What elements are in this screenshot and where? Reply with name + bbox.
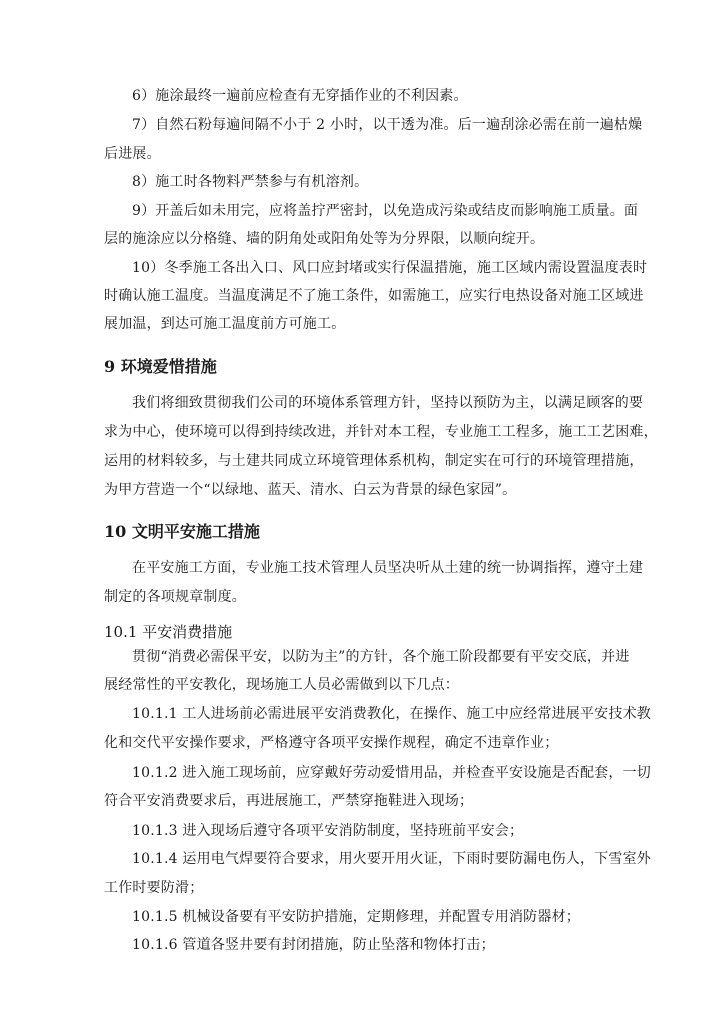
section-10-1-para-line1: 贯彻“消费必需保平安，以防为主”的方针，各个施工阶段都要有平安交底，并进 bbox=[132, 649, 630, 665]
item-7-line1: 7）自然石粉每遍间隔不小于 2 小时，以干透为准。后一遍刮涂必需在前一遍枯燥 bbox=[132, 117, 643, 133]
section-10-para-line1: 在平安施工方面，专业施工技术管理人员坚决听从土建的统一协调指挥，遵守土建 bbox=[132, 560, 644, 576]
item-10-1-6: 10.1.6 管道各竖井要有封闭措施，防止坠落和物体打击； bbox=[132, 937, 495, 953]
section-9-para-line1: 我们将细致贯彻我们公司的环境体系管理方针，坚持以预防为主，以满足顾客的要 bbox=[132, 395, 644, 411]
item-10-1-4-line2: 工作时要防滑； bbox=[104, 880, 204, 896]
item-6: 6）施涂最终一遍前应检查有无穿插作业的不利因素。 bbox=[132, 88, 468, 104]
section-10-1-para-line2: 展经常性的平安教化，现场施工人员必需做到以下几点： bbox=[104, 677, 459, 693]
section-9-para-line3: 运用的材料较多，与土建共同成立环境管理体系机构，制定实在可行的环境管理措施， bbox=[104, 453, 644, 469]
item-10-1-2-line2: 符合平安消费要求后，再进展施工，严禁穿拖鞋进入现场； bbox=[104, 793, 474, 809]
item-10-line2: 时确认施工温度。当温度满足不了施工条件，如需施工，应实行电热设备对施工区域进 bbox=[104, 288, 644, 304]
item-7-line2: 后进展。 bbox=[104, 146, 161, 162]
item-9-line2: 层的施涂应以分格缝、墙的阴角处或阳角处等为分界限，以顺向绽开。 bbox=[104, 231, 545, 247]
item-10-line3: 展加温，到达可施工温度前方可施工。 bbox=[104, 316, 346, 332]
item-9-line1: 9）开盖后如未用完，应将盖拧严密封，以免造成污染或结皮而影响施工质量。面 bbox=[132, 203, 639, 219]
section-10-1-heading: 10.1 平安消费措施 bbox=[104, 623, 233, 641]
item-8: 8）施工时各物料严禁参与有机溶剂。 bbox=[132, 174, 369, 190]
item-10-1-4-line1: 10.1.4 运用电气焊要符合要求，用火要开用火证，下雨时要防漏电伤人，下雪室外 bbox=[132, 851, 651, 867]
section-9-para-line2: 求为中心，使环境可以得到持续改进，并针对本工程，专业施工工程多，施工工艺困难， bbox=[104, 424, 658, 440]
section-9-heading: 9 环境爱惜措施 bbox=[104, 357, 217, 376]
section-10-heading: 10 文明平安施工措施 bbox=[104, 522, 260, 541]
item-10-1-1-line1: 10.1.1 工人进场前必需进展平安消费教化，在操作、施工中应经常进展平安技术教 bbox=[132, 706, 651, 722]
section-10-para-line2: 制定的各项规章制度。 bbox=[104, 589, 246, 605]
section-9-para-line4: 为甲方营造一个“以绿地、蓝天、清水、白云为背景的绿色家园”。 bbox=[104, 482, 517, 498]
item-10-line1: 10）冬季施工各出入口、风口应封堵或实行保温措施，施工区域内需设置温度表时 bbox=[132, 260, 648, 276]
item-10-1-5: 10.1.5 机械设备要有平安防护措施，定期修理，并配置专用消防器材； bbox=[132, 909, 580, 925]
item-10-1-1-line2: 化和交代平安操作要求，严格遵守各项平安操作规程，确定不违章作业； bbox=[104, 735, 559, 751]
item-10-1-3: 10.1.3 进入现场后遵守各项平安消防制度，坚持班前平安会； bbox=[132, 823, 524, 839]
item-10-1-2-line1: 10.1.2 进入施工现场前，应穿戴好劳动爱惜用品，并检查平安设施是否配套，一切 bbox=[132, 765, 651, 781]
